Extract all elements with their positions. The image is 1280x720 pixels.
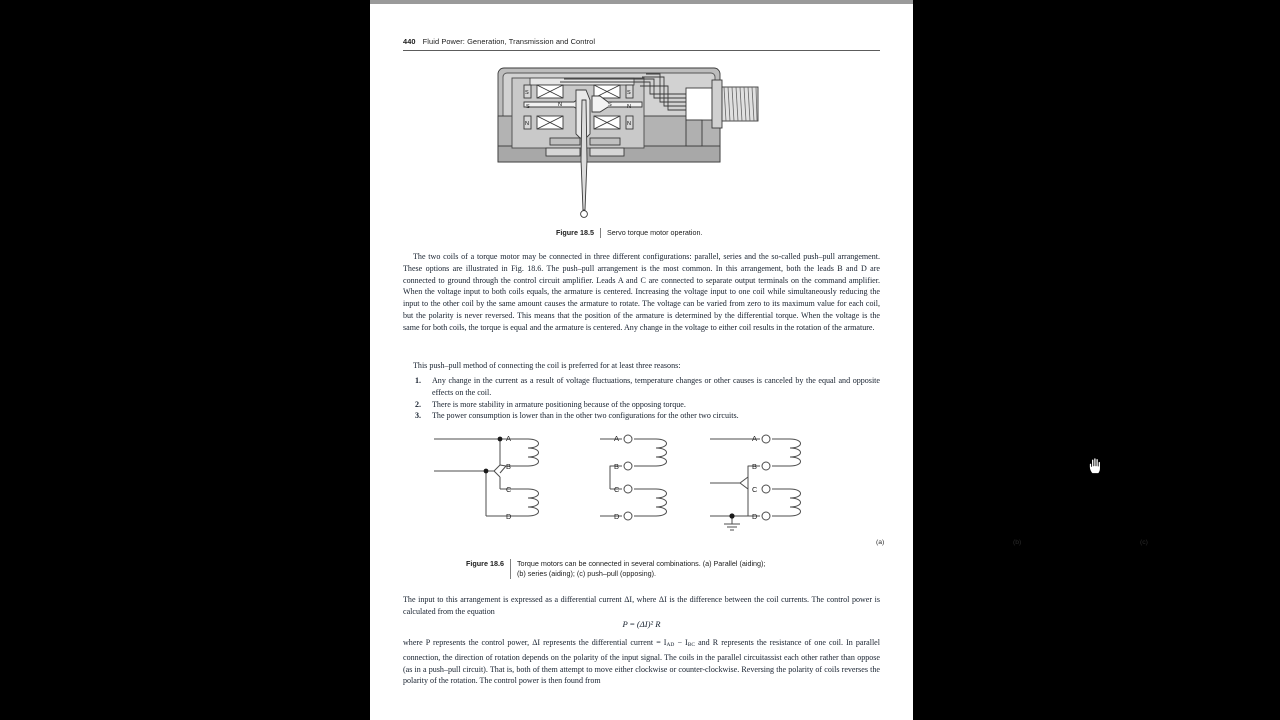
terminal-label: D [506, 512, 512, 521]
terminal-label: D [752, 512, 758, 521]
reasons-list [403, 375, 880, 422]
terminal-ring [762, 485, 770, 493]
figure-18-6-caption-text [517, 559, 766, 579]
terminal-ring [624, 512, 632, 520]
terminal-label: C [614, 485, 620, 494]
figure-18-6-caption-line-1: Torque motors can be connected in several combinations. (a) Parallel (aiding); [516, 559, 766, 568]
diagram-a-parallel [434, 439, 539, 516]
figure-18-6-coil-connection-diagrams [430, 429, 850, 551]
current-subscript-ad: AD [666, 642, 675, 649]
list-item-text: There is more stability in armature positioning because of the opposing torque. [432, 399, 686, 409]
terminal-ring [624, 435, 632, 443]
terminal-label: C [752, 485, 758, 494]
junction-dot [484, 469, 489, 474]
terminal-ring [624, 462, 632, 470]
running-head-title: Fluid Power: Generation, Transmission and Control [422, 37, 596, 46]
figure-18-5-caption-text: Servo torque motor operation. [606, 228, 703, 237]
caption-divider [510, 559, 511, 579]
list-item [403, 410, 880, 422]
junction-dot [729, 513, 734, 518]
terminal-ring [762, 435, 770, 443]
document-page[interactable] [370, 4, 1148, 720]
svg-text:N: N [627, 121, 632, 127]
junction-dot [498, 437, 503, 442]
paragraph-3-text: The input to this arrangement is expressed as a differential current ΔI, where ΔI is the difference between the coil currents. The control power is calculated from the equation [403, 595, 880, 616]
paragraph-4-part-2: − I [674, 638, 688, 647]
list-item-number: 1. [415, 376, 422, 385]
paragraph-4-text [403, 637, 880, 687]
terminal-label: A [752, 434, 757, 443]
figure-18-5-caption [556, 228, 856, 238]
paragraph-4-part-1: where P represents the control power, ΔI represents the differential current = I [403, 638, 667, 647]
body-paragraph-4 [403, 637, 880, 687]
svg-text:S: S [608, 102, 612, 108]
paragraph-1-text: The two coils of a torque motor may be connected in three different configurations: parallel, series and the so-called push–pull arrangement. These options are illustrated in Fig. 18.6. The push–pull arrangement is the most common. In this arrangement, both the leads B and D are connected to ground through the control circuit amplifier. Leads A and C are connected to separate output terminals on the command amplifier. When the voltage input to both coils equals, the armature is centered. Increasing the voltage input to one coil while simultaneously reducing the input to the other coil by the same amount causes the armature to rotate. The voltage can be varied from zero to its maximum value for each coil, but the polarity is never reversed. This means that the position of the armature is determined by the differential torque. When the voltage is the same for both coils, the torque is equal and the armature is centered. Any change in the voltage to either coil results in the rotation of the armature. [403, 252, 880, 332]
list-item-text: The power consumption is lower than in the other two configurations for the other two circuits. [432, 411, 739, 421]
terminal-label: A [506, 434, 511, 443]
paragraph-2-text: This push–pull method of connecting the coil is preferred for at least three reasons: [413, 361, 681, 370]
current-subscript-bc: BC [687, 642, 696, 649]
equation-relation: = [629, 619, 635, 629]
terminal-label: B [506, 462, 511, 471]
body-paragraph-1 [403, 251, 880, 333]
subfigure-label-a: (a) [876, 539, 885, 546]
diagram-b-series [600, 439, 667, 516]
terminal-ring [762, 512, 770, 520]
terminal-label: B [614, 462, 619, 471]
running-head-rule [403, 50, 880, 51]
terminal-label: A [614, 434, 619, 443]
equation-rhs: (ΔI)² R [636, 619, 661, 629]
body-paragraph-2 [403, 360, 880, 372]
equation-control-power [403, 619, 880, 629]
equation-lhs: P [622, 619, 628, 629]
svg-text:N: N [525, 121, 530, 127]
list-item [403, 399, 880, 411]
figure-18-6-caption-line-2: (b) series (aiding); (c) push–pull (opposing). [516, 569, 656, 578]
list-item-text: Any change in the current as a result of voltage fluctuations, temperature changes or other causes is canceled by the equal and opposite effects on the coil. [432, 376, 880, 397]
list-item-number: 3. [415, 411, 422, 421]
figure-18-6-label: Figure 18.6 [466, 559, 504, 568]
running-head [403, 37, 880, 46]
terminal-ring [762, 462, 770, 470]
terminal-ring [624, 485, 632, 493]
body-paragraph-3 [403, 594, 880, 618]
svg-text:S: S [627, 90, 631, 96]
list-item-number: 2. [415, 399, 422, 409]
figure-18-5-servo-torque-motor-diagram [490, 60, 790, 225]
subfigure-label-c: (c) [1140, 539, 1148, 546]
svg-text:S: S [526, 104, 530, 110]
paragraph-4-part-3: and R represents the resistance of one coil. In parallel connection, the direction of rotation depends on the polarity of the input signal. The coils in the parallel circuitassist each other rather than oppose (as in a push–pull circuit). That is, both of them attempt to move either clockwise or counter-clockwise. Reversing the polarity of coils reverses the polarity of the rotation. The control power is then found from [403, 638, 880, 686]
terminal-label: C [506, 485, 512, 494]
svg-text:S: S [525, 90, 529, 96]
svg-text:N: N [627, 104, 632, 110]
subfigure-label-b: (b) [1013, 539, 1022, 546]
figure-18-6-caption [466, 559, 886, 579]
grab-hand-cursor [1088, 457, 1104, 475]
figure-18-5-label: Figure 18.5 [556, 228, 594, 237]
caption-divider [600, 228, 601, 238]
terminal-label: B [752, 462, 757, 471]
terminal-label: D [614, 512, 620, 521]
list-item [403, 375, 880, 399]
page-number: 440 [403, 37, 416, 46]
svg-text:N: N [558, 102, 563, 108]
